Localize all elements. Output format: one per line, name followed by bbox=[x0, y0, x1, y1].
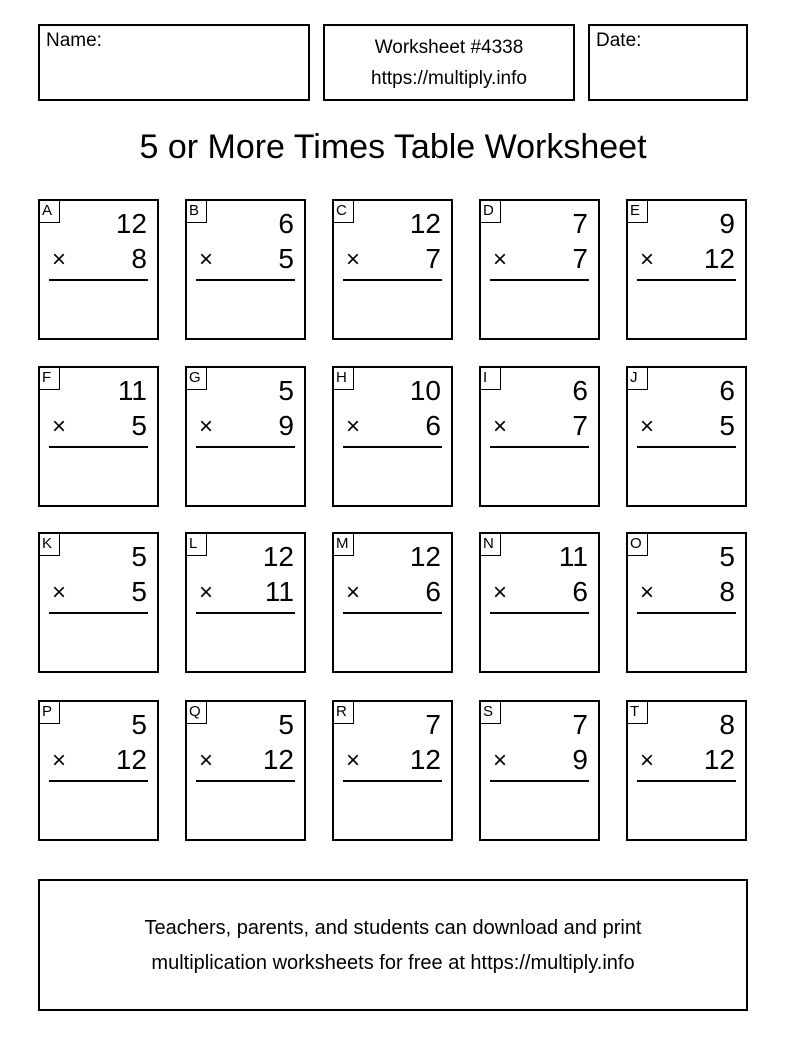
problem-letter: P bbox=[40, 702, 60, 724]
multiplier: 5 bbox=[131, 410, 147, 441]
times-sign: × bbox=[493, 747, 508, 774]
multiplicand: 7 bbox=[425, 709, 441, 740]
times-sign: × bbox=[346, 747, 361, 774]
problem-card[interactable] bbox=[332, 366, 453, 507]
problem-card[interactable] bbox=[626, 199, 747, 340]
multiplier: 5 bbox=[131, 576, 147, 607]
problem-letter: A bbox=[40, 201, 60, 223]
multiplier: 9 bbox=[572, 744, 588, 775]
footer-box bbox=[38, 879, 748, 1011]
multiplicand: 9 bbox=[719, 208, 735, 239]
multiplicand: 5 bbox=[131, 709, 147, 740]
multiplicand: 5 bbox=[278, 375, 294, 406]
problem-letter: Q bbox=[187, 702, 207, 724]
worksheet-url: https://multiply.info bbox=[371, 68, 527, 89]
problem-card[interactable] bbox=[626, 700, 747, 841]
times-sign: × bbox=[640, 246, 655, 273]
problem-letter: I bbox=[481, 368, 501, 390]
problem-card[interactable] bbox=[332, 199, 453, 340]
multiplicand: 12 bbox=[115, 208, 147, 239]
answer-line bbox=[490, 612, 589, 614]
multiplicand: 7 bbox=[572, 208, 588, 239]
multiplier: 11 bbox=[264, 576, 294, 607]
problem-card[interactable] bbox=[479, 199, 600, 340]
multiplicand: 6 bbox=[278, 208, 294, 239]
problem-letter: R bbox=[334, 702, 354, 724]
multiplier: 6 bbox=[425, 576, 441, 607]
problem-card[interactable] bbox=[185, 366, 306, 507]
problem-card[interactable] bbox=[626, 532, 747, 673]
multiplicand: 12 bbox=[409, 541, 441, 572]
problem-card[interactable] bbox=[38, 700, 159, 841]
problem-letter: J bbox=[628, 368, 648, 390]
worksheet-number: Worksheet #4338 bbox=[374, 37, 524, 58]
problem-letter: E bbox=[628, 201, 648, 223]
answer-line bbox=[196, 612, 295, 614]
multiplicand: 7 bbox=[572, 709, 588, 740]
problem-letter: O bbox=[628, 534, 648, 556]
times-sign: × bbox=[346, 413, 361, 440]
problem-card[interactable] bbox=[479, 700, 600, 841]
times-sign: × bbox=[493, 246, 508, 273]
multiplier: 12 bbox=[262, 744, 294, 775]
multiplicand: 6 bbox=[572, 375, 588, 406]
multiplier: 7 bbox=[425, 243, 441, 274]
answer-line bbox=[49, 446, 148, 448]
times-sign: × bbox=[493, 579, 508, 606]
date-label: Date: bbox=[596, 30, 642, 51]
problem-card[interactable] bbox=[38, 199, 159, 340]
problem-card[interactable] bbox=[626, 366, 747, 507]
date-field[interactable] bbox=[588, 24, 748, 101]
multiplier: 12 bbox=[703, 744, 735, 775]
times-sign: × bbox=[199, 413, 214, 440]
answer-line bbox=[637, 446, 736, 448]
multiplicand: 12 bbox=[409, 208, 441, 239]
answer-line bbox=[490, 780, 589, 782]
multiplicand: 11 bbox=[558, 541, 588, 572]
page-title: 5 or More Times Table Worksheet bbox=[139, 128, 647, 166]
multiplicand: 5 bbox=[278, 709, 294, 740]
answer-line bbox=[490, 279, 589, 281]
problem-card[interactable] bbox=[479, 366, 600, 507]
problem-letter: T bbox=[628, 702, 648, 724]
times-sign: × bbox=[640, 413, 655, 440]
problem-letter: F bbox=[40, 368, 60, 390]
multiplicand: 5 bbox=[719, 541, 735, 572]
multiplicand: 12 bbox=[262, 541, 294, 572]
worksheet-info-box bbox=[323, 24, 575, 101]
times-sign: × bbox=[346, 579, 361, 606]
answer-line bbox=[343, 279, 442, 281]
times-sign: × bbox=[346, 246, 361, 273]
multiplier: 12 bbox=[409, 744, 441, 775]
multiplier: 6 bbox=[572, 576, 588, 607]
times-sign: × bbox=[52, 246, 67, 273]
multiplier: 7 bbox=[572, 410, 588, 441]
problem-letter: L bbox=[187, 534, 207, 556]
multiplier: 9 bbox=[278, 410, 294, 441]
name-field[interactable] bbox=[38, 24, 310, 101]
problem-card[interactable] bbox=[332, 700, 453, 841]
answer-line bbox=[196, 780, 295, 782]
times-sign: × bbox=[493, 413, 508, 440]
answer-line bbox=[637, 780, 736, 782]
problem-letter: K bbox=[40, 534, 60, 556]
times-sign: × bbox=[199, 747, 214, 774]
footer-text-line-2: multiplication worksheets for free at https://multiply.info bbox=[151, 952, 635, 974]
multiplier: 8 bbox=[719, 576, 735, 607]
answer-line bbox=[49, 780, 148, 782]
answer-line bbox=[196, 446, 295, 448]
answer-line bbox=[49, 279, 148, 281]
answer-line bbox=[343, 612, 442, 614]
times-sign: × bbox=[199, 579, 214, 606]
name-label: Name: bbox=[46, 30, 102, 51]
times-sign: × bbox=[52, 579, 67, 606]
answer-line bbox=[49, 612, 148, 614]
answer-line bbox=[343, 446, 442, 448]
multiplier: 12 bbox=[703, 243, 735, 274]
answer-line bbox=[196, 279, 295, 281]
problem-letter: C bbox=[334, 201, 354, 223]
multiplier: 8 bbox=[131, 243, 147, 274]
answer-line bbox=[490, 446, 589, 448]
multiplicand: 6 bbox=[719, 375, 735, 406]
problem-letter: B bbox=[187, 201, 207, 223]
answer-line bbox=[637, 279, 736, 281]
multiplicand: 5 bbox=[131, 541, 147, 572]
multiplier: 5 bbox=[278, 243, 294, 274]
problem-letter: S bbox=[481, 702, 501, 724]
problem-card[interactable] bbox=[185, 532, 306, 673]
times-sign: × bbox=[640, 747, 655, 774]
answer-line bbox=[637, 612, 736, 614]
times-sign: × bbox=[640, 579, 655, 606]
problem-card[interactable] bbox=[38, 532, 159, 673]
footer-text-line-1: Teachers, parents, and students can download and print bbox=[144, 917, 642, 939]
multiplier: 6 bbox=[425, 410, 441, 441]
multiplier: 5 bbox=[719, 410, 735, 441]
multiplicand: 10 bbox=[409, 375, 441, 406]
problem-letter: N bbox=[481, 534, 501, 556]
problem-card[interactable] bbox=[185, 199, 306, 340]
problem-letter: D bbox=[481, 201, 501, 223]
problem-letter: M bbox=[334, 534, 354, 556]
times-sign: × bbox=[199, 246, 214, 273]
multiplier: 7 bbox=[572, 243, 588, 274]
problem-letter: H bbox=[334, 368, 354, 390]
problem-card[interactable] bbox=[185, 700, 306, 841]
answer-line bbox=[343, 780, 442, 782]
multiplicand: 8 bbox=[719, 709, 735, 740]
times-sign: × bbox=[52, 413, 67, 440]
problem-card[interactable] bbox=[332, 532, 453, 673]
multiplicand: 11 bbox=[117, 375, 147, 406]
multiplier: 12 bbox=[115, 744, 147, 775]
times-sign: × bbox=[52, 747, 67, 774]
problem-card[interactable] bbox=[38, 366, 159, 507]
problem-letter: G bbox=[187, 368, 207, 390]
problem-card[interactable] bbox=[479, 532, 600, 673]
